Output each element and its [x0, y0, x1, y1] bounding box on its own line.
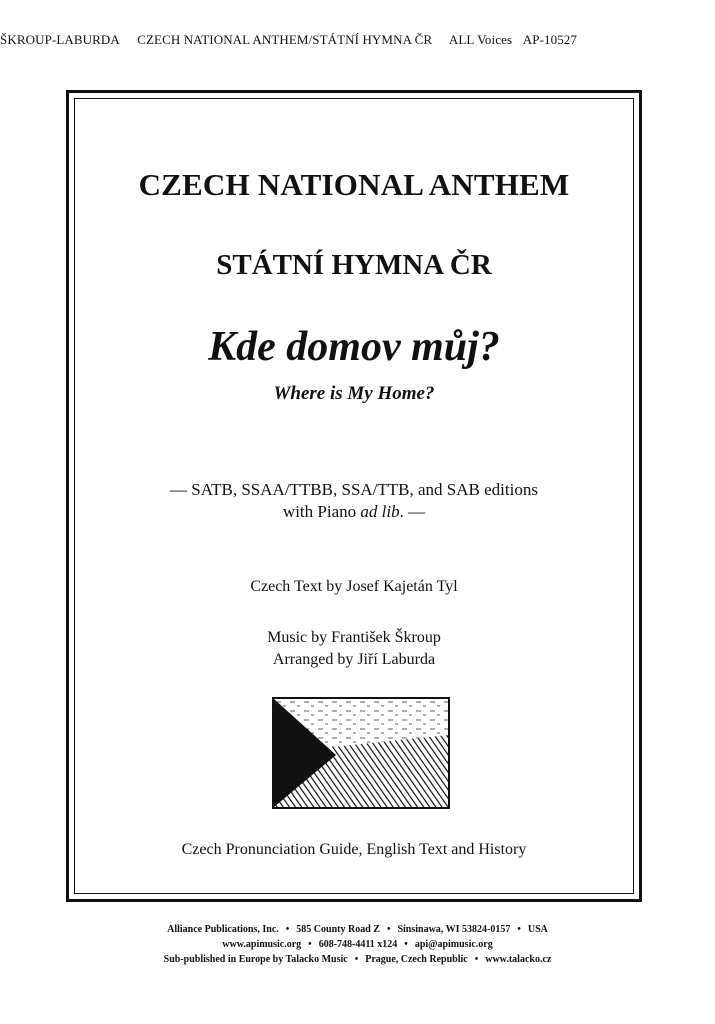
editions-line-1: — SATB, SSAA/TTBB, SSA/TTB, and SAB editions [170, 480, 538, 499]
header-title: CZECH NATIONAL ANTHEM/STÁTNÍ HYMNA ČR [137, 32, 433, 47]
cover-frame-inner [74, 98, 634, 894]
page-header [0, 32, 715, 48]
footer-website: www.apimusic.org [222, 939, 302, 950]
header-composer: ŠKROUP-LABURDA [0, 32, 120, 47]
footer-sep: • [404, 939, 408, 950]
footer-contact-line [0, 937, 715, 952]
cover-frame [66, 90, 642, 902]
editions-note [75, 479, 633, 523]
footer-sep: • [474, 954, 479, 965]
text-credit: Czech Text by Josef Kajetán Tyl [250, 578, 458, 595]
subtitle-czech: Kde domov můj? [208, 324, 500, 370]
footer-sep: • [285, 924, 290, 935]
footer-phone: 608-748-4411 x124 [318, 939, 398, 950]
header-catalog: AP-10527 [522, 32, 577, 47]
footer-address: 585 County Road Z [296, 924, 380, 935]
footer-email: api@apimusic.org [414, 939, 493, 950]
footer-publisher-line [0, 922, 715, 937]
pronunciation-note: Czech Pronunciation Guide, English Text and History [181, 841, 527, 858]
footer-subpublished: Sub-published in Europe by Talacko Music [163, 954, 348, 965]
footer-sep: • [386, 924, 391, 935]
music-credit: Music by František Škroup [267, 629, 441, 646]
editions-prefix: with Piano [282, 502, 361, 521]
flag-drawing [274, 699, 448, 807]
footer-sep: • [354, 954, 359, 965]
footer-sub-city: Prague, Czech Republic [365, 954, 468, 965]
editions-suffix: . — [399, 502, 426, 521]
arranger-credit: Arranged by Jiří Laburda [272, 651, 436, 668]
footer-publisher: Alliance Publications, Inc. [167, 924, 279, 935]
music-credits [75, 627, 633, 671]
footer-sub-website: www.talacko.cz [485, 954, 552, 965]
editions-line-2 [75, 501, 633, 523]
czech-flag-illustration [272, 697, 450, 809]
footer-city: Sinsinawa, WI 53824-0157 [397, 924, 511, 935]
footer-sep: • [308, 939, 312, 950]
editions-italic: ad lib [360, 502, 400, 521]
title-czech: STÁTNÍ HYMNA ČR [216, 249, 492, 281]
footer-country: USA [527, 924, 548, 935]
header-voices: ALL Voices [448, 32, 513, 47]
footer-subpublisher-line [0, 952, 715, 967]
title-english: CZECH NATIONAL ANTHEM [138, 167, 570, 202]
footer-sep: • [517, 924, 521, 935]
subtitle-english: Where is My Home? [273, 383, 435, 404]
